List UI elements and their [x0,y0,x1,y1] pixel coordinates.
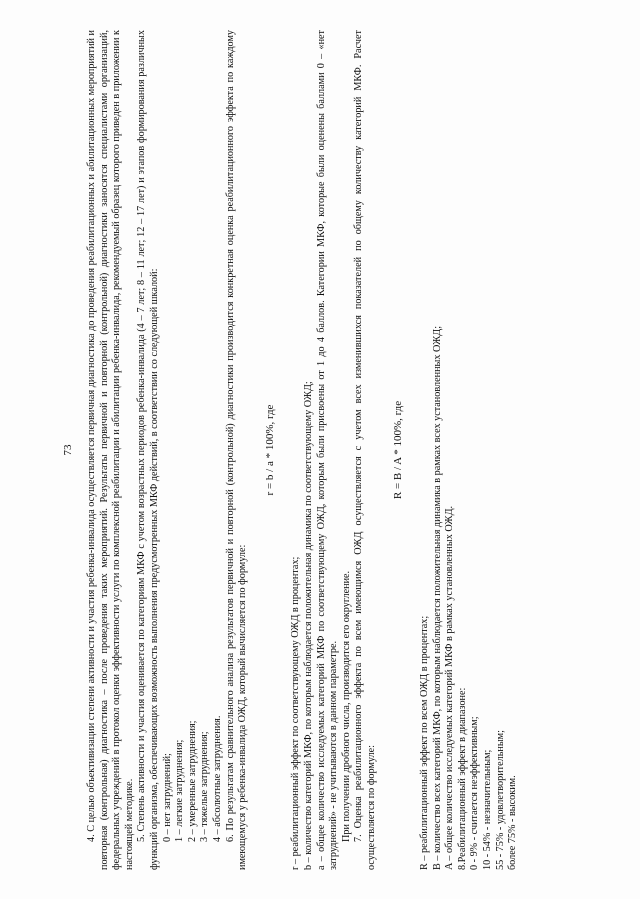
range-item: 0 - 9% - считается неэффективным; [469,716,481,870]
definition: B – количество всех категорий МКФ, по которым наблюдается положительная динамика в рамках всех установленных ОЖД; [431,325,443,870]
definition: r – реабилитационный эффект по соответствующему ОЖД в процентах; [290,556,302,870]
scale-item: 2 – умеренные затруднения; [186,720,198,842]
definition: b – количество категорий МКФ, по которым наблюдается положительная динамика по соответствующему ОЖД; [302,381,314,870]
definition: A – общее количество исследуемых категорий МКФ в рамках установленных ОЖД. [444,505,456,870]
scale-item: 0 – нет затруднений; [161,753,173,842]
scale-item: 4 – абсолютные затруднения. [211,715,223,842]
paragraph: 7. Оценка реабилитационного эффекта по всем имеющимся ОЖД осуществляется с учетом всех изменившихся показателей по общему количеству категорий МКФ. Расчет осуществляется по формуле: [353,30,377,870]
range-heading: 8.Реабилитационный эффект в диапазоне: [456,687,468,870]
page-number: 73 [62,444,74,456]
scale-item: 3 – тяжелые затруднения; [199,731,211,842]
paragraph: 6. По результатам сравнительного анализа результатов первичной и повторной (контрольной) диагностики производится конкретная оценка реабилитационного эффекта по каждому имеющемуся у ребенка-инвалида ОЖД, который вычисляется по формуле: [224,30,249,870]
paragraph: 4. С целью объективизации степени активности и участия ребенка-инвалида осуществляется первичная диагностика до проведения реабилитационных и абилитационных мероприятий и повторная (контрольная) диагностика – после проведения таких мероприятий. Результаты первичной и повторной (контрольной) диагностики заносятся специалистами организаций, федеральных учреждений в протокол оценки эффективности услуги по комплексной реабилитации и абилитации ребенка-инвалида, рекомендуемый образец которого приведен в приложении к настоящей методике. [86,30,135,870]
page-body [86,30,520,870]
definition: a – общее количество исследуемых категорий МКФ по соответствующему ОЖД, которым были присвоены от 1 до 4 баллов. Категории МКФ, которые были оценены баллами 0 – «нет затруднений» - не учитываются в данном параметре. [315,30,340,870]
range-item: более 75% - высоким. [507,775,519,870]
paragraph: 5. Степень активности и участия оценивается по категориям МКФ с учетом возрастных периодов ребенка-инвалида (4 – 7 лет; 8 – 11 лет; 12 – 17 лет) и этапов формирования различных функций организма, обеспечивающих возможность выполнения предусмотренных МКФ действий, в соответствии со следующей шкалой: [136,30,160,870]
rotated-content [60,30,620,870]
paragraph: При получении дробного числа, производится его округление. [340,570,352,842]
definition: R – реабилитационный эффект по всем ОЖД в процентах; [419,615,431,870]
range-item: 55 - 75% - удовлетворительным; [494,730,506,870]
range-item: 10 - 54% - незначительным; [482,749,494,870]
formula: R = B / A * 100%, где [392,400,405,500]
scale-item: 1 – легкие затруднения; [174,739,186,842]
formula: r = b / a * 100%, где [263,404,276,496]
